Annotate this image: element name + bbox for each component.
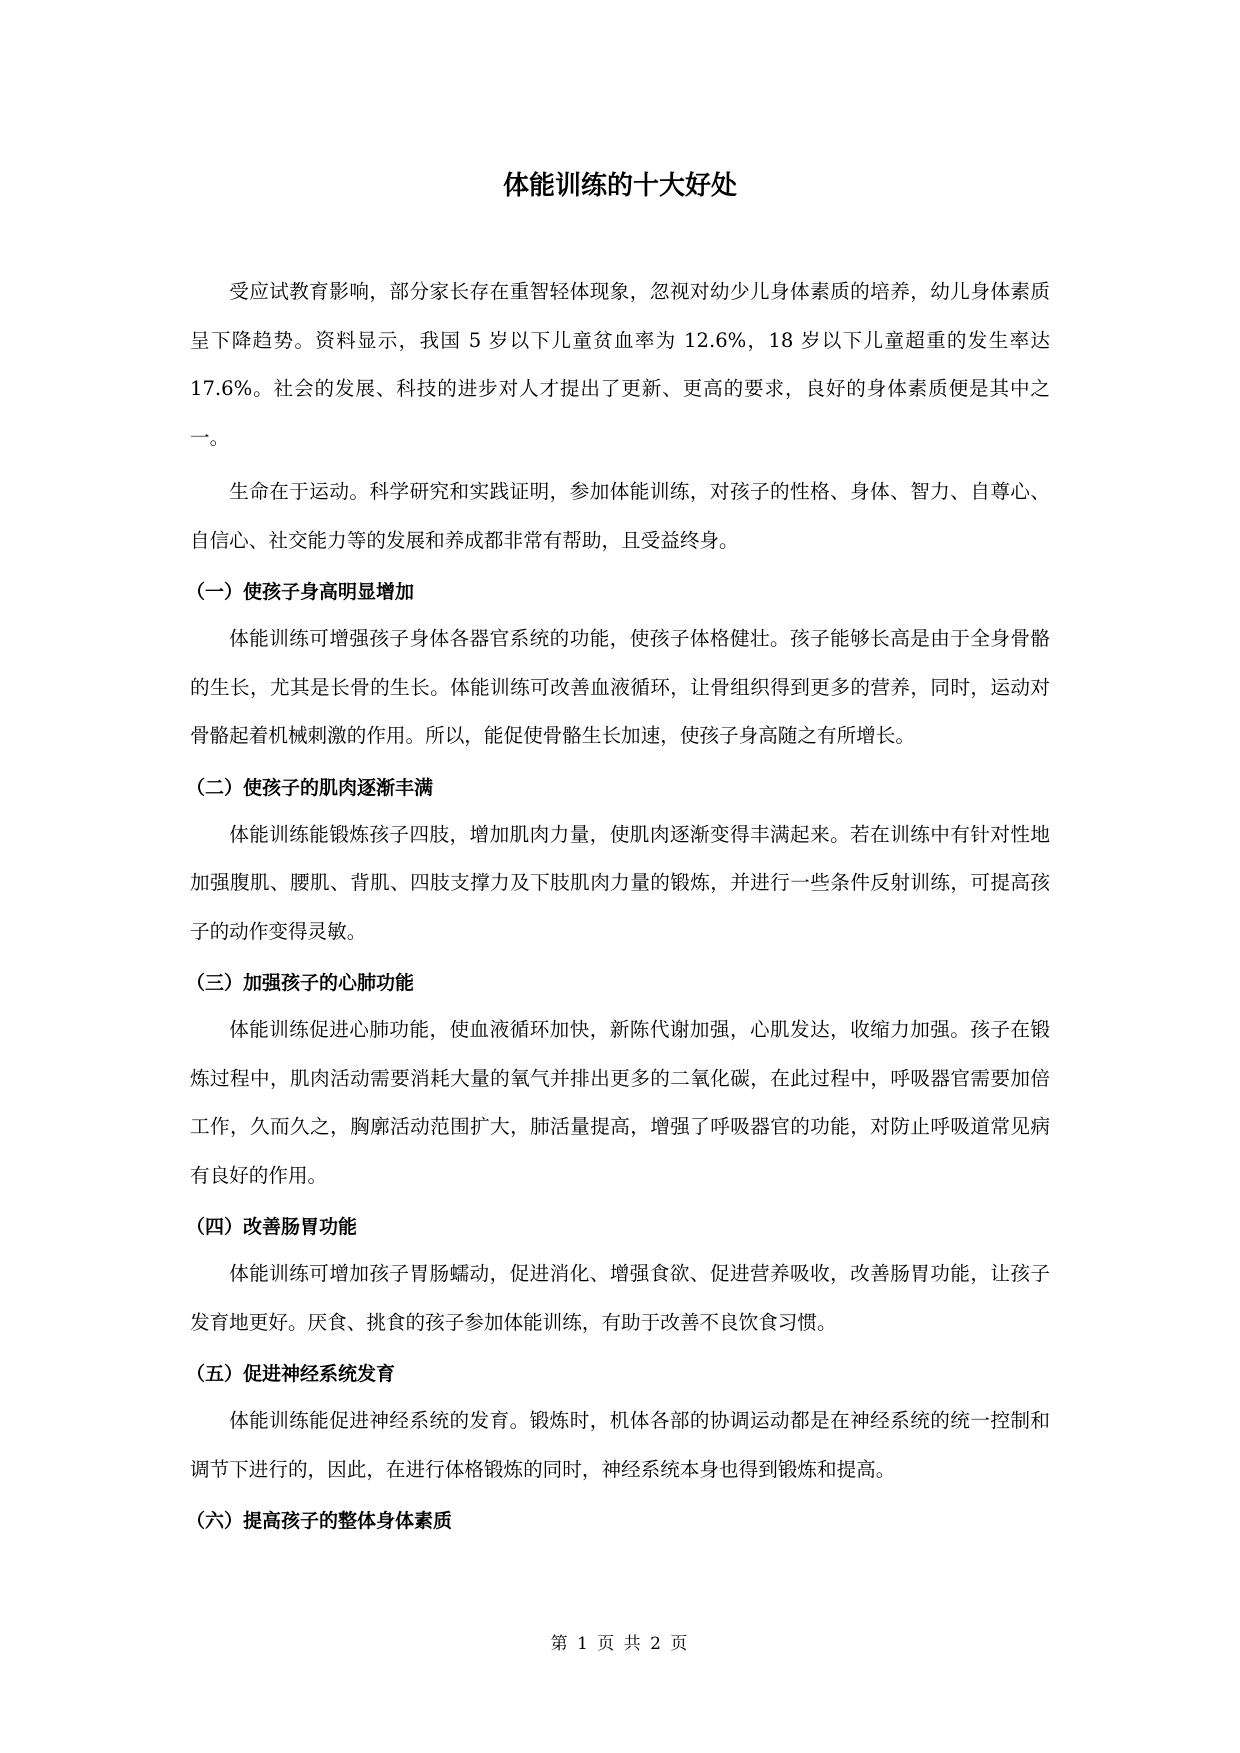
section-paragraph: 体能训练促进心肺功能，使血液循环加快，新陈代谢加强，心肌发达，收缩力加强。孩子在锻炼过程中，肌肉活动需要消耗大量的氧气并排出更多的二氧化碳，在此过程中，呼吸器官需要加倍工作，久而久之，胸廓活动范围扩大，肺活量提高，增强了呼吸器官的功能，对防止呼吸道常见病有良好的作用。	[190, 1018, 1050, 1187]
section-heading: （一）使孩子身高明显增加	[186, 581, 415, 603]
section-heading: （四）改善肠胃功能	[186, 1216, 358, 1238]
intro-paragraph: 生命在于运动。科学研究和实践证明，参加体能训练，对孩子的性格、身体、智力、自尊心、自信心、社交能力等的发展和养成都非常有帮助，且受益终身。	[190, 480, 1050, 552]
document-title: 体能训练的十大好处	[502, 171, 737, 201]
section-heading: （五）促进神经系统发育	[186, 1363, 396, 1385]
section-heading: （六）提高孩子的整体身体素质	[186, 1510, 453, 1532]
section-heading: （二）使孩子的肌肉逐渐丰满	[186, 776, 434, 799]
section-paragraph: 体能训练能促进神经系统的发育。锻炼时，机体各部的协调运动都是在神经系统的统一控制和调节下进行的，因此，在进行体格锻炼的同时，神经系统本身也得到锻炼和提高。	[190, 1409, 1050, 1481]
page-footer: 第 1 页 共 2 页	[550, 1634, 690, 1654]
document-body	[186, 268, 1050, 1544]
section-paragraph: 体能训练可增强孩子身体各器官系统的功能，使孩子体格健壮。孩子能够长高是由于全身骨骼的生长，尤其是长骨的生长。体能训练可改善血液循环，让骨组织得到更多的营养，同时，运动对骨骼起着机械刺激的作用。所以，能促使骨骼生长加速，使孩子身高随之有所增长。	[190, 627, 1050, 747]
section-paragraph: 体能训练可增加孩子胃肠蠕动，促进消化、增强食欲、促进营养吸收，改善肠胃功能，让孩子发育地更好。厌食、挑食的孩子参加体能训练，有助于改善不良饮食习惯。	[190, 1262, 1050, 1334]
section-paragraph: 体能训练能锻炼孩子四肢，增加肌肉力量，使肌肉逐渐变得丰满起来。若在训练中有针对性地加强腹肌、腰肌、背肌、四肢支撑力及下肢肌肉力量的锻炼，并进行一些条件反射训练，可提高孩子的动作变得灵敏。	[190, 822, 1050, 943]
intro-paragraph: 受应试教育影响，部分家长存在重智轻体现象，忽视对幼少儿身体素质的培养，幼儿身体素质呈下降趋势。资料显示，我国 5 岁以下儿童贫血率为 12.6%，18 岁以下儿童超重的发生率达 17.6%。社会的发展、科技的进步对人才提出了更新、更高的要求，良好的身体素质便是其中之一。	[190, 280, 1050, 449]
section-heading: （三）加强孩子的心肺功能	[186, 972, 415, 994]
